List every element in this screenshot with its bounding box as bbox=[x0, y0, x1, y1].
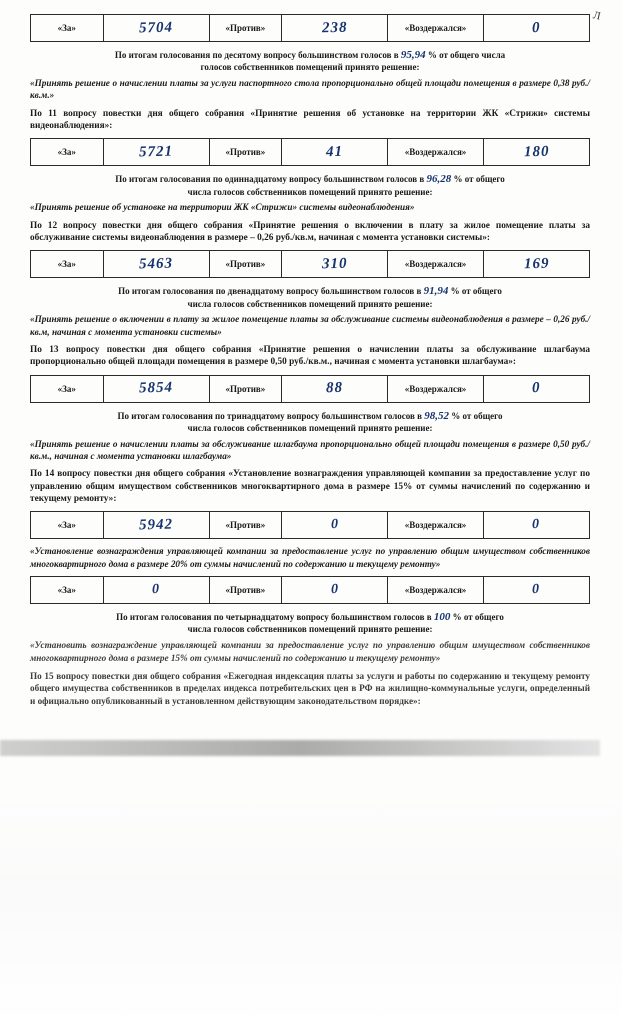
cell-for-label: «За» bbox=[31, 139, 104, 166]
result-text-tail: % от общего bbox=[450, 286, 502, 297]
cell-abstain-label: «Воздержался» bbox=[388, 15, 484, 42]
cell-against-label: «Против» bbox=[209, 15, 282, 42]
cell-against-label: «Против» bbox=[209, 375, 282, 402]
handwritten-value: 88 bbox=[325, 379, 344, 397]
agenda-q15: По 15 вопросу повестки дня общего собрания «Ежегодная индексация платы за услуги и работы по содержанию и текущему ремонту общего имущества собственников в пределах индекса потребительских цен в РФ на жилищно-коммунальные услуги, определенный и официально опубликованный в установленном действующим законодательством порядке»: bbox=[30, 670, 590, 706]
result-percent: 91,94 bbox=[423, 285, 449, 298]
table-row bbox=[31, 15, 590, 42]
result-line-q11 bbox=[30, 172, 590, 198]
decision-q14: «Установить вознаграждение управляющей компании за предоставление услуг по управлению общим имуществом собственников многоквартирного дома в размере 15% от суммы начислений по содержанию и текущему ремонту» bbox=[30, 640, 590, 663]
cell-abstain-value bbox=[483, 139, 589, 166]
vote-table-q10 bbox=[30, 14, 590, 42]
scan-smudge bbox=[0, 740, 600, 756]
result-line-q14 bbox=[30, 610, 590, 636]
result-text-tail: % от общего bbox=[452, 612, 504, 623]
cell-for-value bbox=[103, 375, 209, 402]
cell-abstain-label: «Воздержался» bbox=[388, 512, 484, 539]
decision-q11: «Принять решение об установке на территории ЖК «Стрижи» системы видеонаблюдения» bbox=[30, 202, 415, 213]
cell-for-label: «За» bbox=[31, 375, 104, 402]
cell-for-value bbox=[103, 15, 209, 42]
handwritten-value: 0 bbox=[330, 582, 339, 598]
cell-against-label: «Против» bbox=[209, 139, 282, 166]
cell-against-value bbox=[282, 139, 388, 166]
result-text-line2: голосов собственников помещений принято решение: bbox=[200, 62, 420, 73]
decision-q10: «Принять решение о начислении платы за услуги паспортного стола пропорционально общей площади помещения в размере 0,38 руб./кв.м.» bbox=[30, 77, 590, 101]
table-row bbox=[31, 251, 590, 278]
vote-table-q14-variant-15 bbox=[30, 511, 590, 539]
cell-for-label: «За» bbox=[31, 251, 104, 278]
cell-for-label: «За» bbox=[31, 15, 104, 42]
cell-for-label: «За» bbox=[31, 512, 104, 539]
result-text: По итогам голосования по десятому вопросу большинством голосов в bbox=[114, 50, 399, 60]
decision-q13: «Принять решение о начислении платы за обслуживание шлагбаума пропорционально общей площади помещения в размере 0,50 руб./кв.м., начиная с момента установки шлагбаума» bbox=[30, 438, 590, 462]
result-text-tail: % от общего bbox=[451, 410, 503, 421]
result-text-tail: % от общего bbox=[453, 174, 505, 185]
scan-fade bbox=[0, 794, 622, 1024]
handwritten-value: 5942 bbox=[138, 516, 174, 534]
agenda-q11: По 11 вопросу повестки дня общего собрания «Принятие решения об установке на территории ЖК «Стрижи» системы видеонаблюдения»: bbox=[30, 108, 590, 132]
vote-table-q11 bbox=[30, 138, 590, 166]
result-text: По итогам голосования по одиннадцатому вопросу большинством голосов в bbox=[115, 174, 425, 185]
vote-table-q12 bbox=[30, 250, 590, 278]
handwritten-value: 310 bbox=[321, 255, 348, 273]
handwritten-value: 0 bbox=[531, 380, 541, 397]
agenda-q12: По 12 вопросу повестки дня общего собрания «Принятие решения о включении в плату за жилое помещение платы за обслуживание системы видеонаблюдения в размере – 0,26 руб./кв.м, начиная с момента установки системы»: bbox=[30, 220, 590, 244]
cell-against-value bbox=[282, 15, 388, 42]
table-row bbox=[31, 512, 590, 539]
result-percent: 98,52 bbox=[424, 409, 450, 422]
result-percent: 96,28 bbox=[426, 173, 452, 186]
handwritten-value: 0 bbox=[532, 517, 541, 533]
result-text-line2: числа голосов собственников помещений принято решение: bbox=[187, 298, 433, 309]
handwritten-value: 0 bbox=[532, 582, 541, 598]
handwritten-value: 0 bbox=[330, 517, 339, 533]
handwritten-value: 41 bbox=[325, 143, 344, 161]
handwritten-value: 5704 bbox=[138, 19, 174, 36]
cell-abstain-value bbox=[483, 577, 589, 604]
page-corner-mark: Л bbox=[591, 9, 602, 23]
handwritten-value: 5463 bbox=[138, 255, 174, 273]
result-line-q12 bbox=[30, 284, 590, 310]
cell-against-label: «Против» bbox=[209, 251, 282, 278]
cell-for-label: «За» bbox=[31, 577, 104, 604]
cell-for-value bbox=[103, 139, 209, 166]
cell-abstain-label: «Воздержался» bbox=[388, 577, 484, 604]
result-text-tail: % от общего числа bbox=[427, 50, 506, 60]
vote-table-q14-variant-20 bbox=[30, 576, 590, 604]
agenda-q14: По 14 вопросу повестки дня общего собрания «Установление вознаграждения управляющей компании за предоставление услуг по управлению общим имуществом собственников многоквартирного дома в размере 15% от суммы начислений по содержанию и текущему ремонту»: bbox=[30, 469, 590, 505]
handwritten-value: 0 bbox=[151, 582, 161, 598]
handwritten-value: 180 bbox=[523, 143, 550, 161]
cell-abstain-label: «Воздержался» bbox=[388, 375, 484, 402]
cell-abstain-value bbox=[483, 375, 589, 402]
result-text-line2: числа голосов собственников помещений принято решение: bbox=[187, 186, 433, 197]
decision-q12: «Принять решение о включении в плату за жилое помещение платы за обслуживание системы видеонаблюдения в размере – 0,26 руб./кв.м, начиная с момента установки системы» bbox=[30, 314, 590, 337]
result-text-line2: числа голосов собственников помещений принято решение: bbox=[187, 624, 433, 635]
result-percent: 95,94 bbox=[400, 49, 426, 61]
vote-table-q13 bbox=[30, 375, 590, 403]
cell-against-value bbox=[282, 375, 388, 402]
table-row bbox=[31, 577, 590, 604]
table-row bbox=[31, 139, 590, 166]
cell-against-value bbox=[282, 577, 388, 604]
agenda-q13: По 13 вопросу повестки дня общего собрания «Принятие решения о начислении платы за обслуживание шлагбаума пропорционально общей площади помещения в размере 0,50 руб./кв.м., начиная с момента установки шлагбаума»: bbox=[30, 345, 590, 368]
result-text: По итогам голосования по тринадцатому вопросу большинством голосов в bbox=[117, 410, 423, 421]
cell-against-label: «Против» bbox=[209, 577, 282, 604]
handwritten-value: 169 bbox=[523, 255, 550, 273]
document-body bbox=[30, 8, 590, 707]
handwritten-value: 5721 bbox=[138, 143, 174, 161]
cell-against-label: «Против» bbox=[209, 512, 282, 539]
result-percent: 100 bbox=[433, 611, 451, 624]
cell-abstain-value bbox=[483, 512, 589, 539]
handwritten-value: 238 bbox=[321, 19, 348, 36]
handwritten-value: 0 bbox=[531, 19, 541, 36]
result-text: По итогам голосования по двенадцатому вопросу большинством голосов в bbox=[118, 286, 422, 297]
result-text: По итогам голосования по четырнадцатому вопросу большинством голосов в bbox=[116, 612, 432, 623]
cell-for-value bbox=[103, 251, 209, 278]
result-text-line2: числа голосов собственников помещений принято решение: bbox=[187, 422, 433, 433]
result-line-q10 bbox=[30, 48, 590, 74]
result-line-q13 bbox=[30, 409, 590, 435]
cell-abstain-value bbox=[483, 251, 589, 278]
cell-abstain-label: «Воздержался» bbox=[388, 251, 484, 278]
cell-against-value bbox=[282, 251, 388, 278]
cell-against-value bbox=[282, 512, 388, 539]
cell-for-value bbox=[103, 577, 209, 604]
cell-abstain-label: «Воздержался» bbox=[388, 139, 484, 166]
handwritten-value: 5854 bbox=[138, 379, 174, 397]
cell-abstain-value bbox=[483, 15, 589, 42]
cell-for-value bbox=[103, 512, 209, 539]
decision-q14-variant-20: «Установление вознаграждения управляющей компании за предоставление услуг по управлению общим имуществом собственников многоквартирного дома в размере 20% от суммы начислений по содержанию и текущему ремонту» bbox=[30, 546, 590, 569]
table-row bbox=[31, 375, 590, 402]
